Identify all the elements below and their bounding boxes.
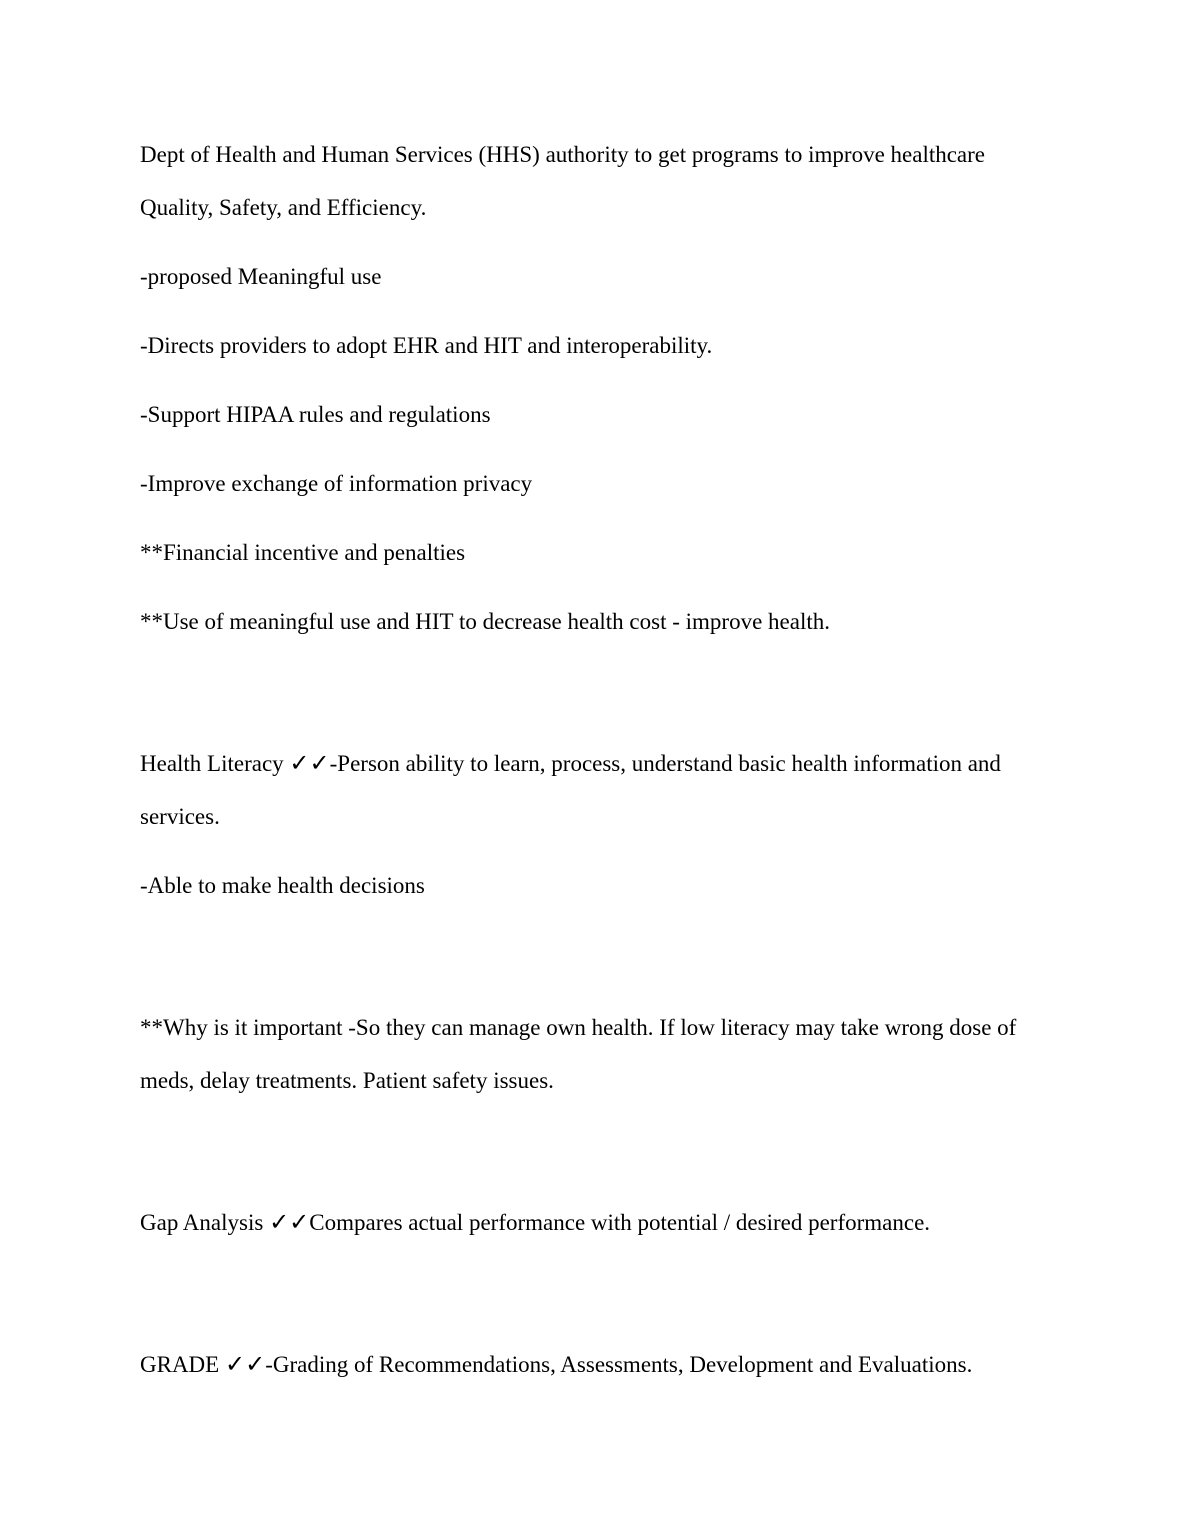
- text-run: -Support HIPAA rules and regulations: [140, 402, 491, 427]
- text-run: **Why is it important -So they can manage own health. If low literacy may take wrong dose of: [140, 1015, 1017, 1040]
- text-line: [140, 1265, 1080, 1318]
- text-run: -Directs providers to adopt EHR and HIT and interoperability.: [140, 333, 713, 358]
- paragraph: [140, 319, 1080, 372]
- text-run: -Improve exchange of information privacy: [140, 471, 533, 496]
- text-line: [140, 319, 1080, 372]
- text-run: -proposed Meaningful use: [140, 264, 382, 289]
- text-line: [140, 664, 1080, 717]
- paragraph: [140, 1001, 1080, 1107]
- text-run: GRADE: [140, 1352, 225, 1377]
- double-checkmark-icon: ✓✓: [289, 749, 330, 777]
- text-line: [140, 128, 1080, 181]
- paragraph: [140, 388, 1080, 441]
- paragraph: [140, 859, 1080, 912]
- text-line: [140, 1123, 1080, 1176]
- text-line: [140, 595, 1080, 648]
- double-checkmark-icon: ✓✓: [224, 1350, 266, 1378]
- text-run: -Person ability to learn, process, understand basic health information and: [329, 751, 1001, 776]
- text-run: **Use of meaningful use and HIT to decrease health cost - improve health.: [140, 609, 830, 634]
- double-checkmark-icon: ✓✓: [269, 1208, 310, 1236]
- text-line: [140, 181, 1080, 234]
- text-line: [140, 457, 1080, 510]
- text-run: -Grading of Recommendations, Assessments, Development and Evaluations.: [265, 1352, 973, 1377]
- paragraph: [140, 250, 1080, 303]
- blank-line: [140, 664, 1080, 717]
- text-run: **Financial incentive and penalties: [140, 540, 466, 565]
- text-run: Compares actual performance with potential / desired performance.: [309, 1210, 931, 1235]
- paragraph: [140, 128, 1080, 234]
- text-run: services.: [140, 804, 220, 829]
- text-line: [140, 1054, 1080, 1107]
- text-line: [140, 1001, 1080, 1054]
- text-run: -Able to make health decisions: [140, 873, 425, 898]
- text-line: [140, 526, 1080, 579]
- blank-line: [140, 1265, 1080, 1318]
- text-run: Gap Analysis: [140, 1210, 270, 1235]
- text-line: [140, 737, 1080, 790]
- text-line: [140, 250, 1080, 303]
- blank-line: [140, 928, 1080, 981]
- text-run: Health Literacy: [140, 751, 290, 776]
- text-run: Quality, Safety, and Efficiency.: [140, 195, 427, 220]
- paragraph: [140, 457, 1080, 510]
- text-line: [140, 1196, 1080, 1249]
- paragraph: [140, 526, 1080, 579]
- text-line: [140, 388, 1080, 441]
- text-line: [140, 928, 1080, 981]
- text-line: [140, 1338, 1080, 1391]
- text-run: Dept of Health and Human Services (HHS) authority to get programs to improve healthcare: [140, 142, 986, 167]
- paragraph: [140, 1338, 1080, 1391]
- paragraph: [140, 737, 1080, 843]
- paragraph: [140, 595, 1080, 648]
- text-run: meds, delay treatments. Patient safety issues.: [140, 1068, 554, 1093]
- paragraph: [140, 1196, 1080, 1249]
- text-line: [140, 790, 1080, 843]
- blank-line: [140, 1123, 1080, 1176]
- text-line: [140, 859, 1080, 912]
